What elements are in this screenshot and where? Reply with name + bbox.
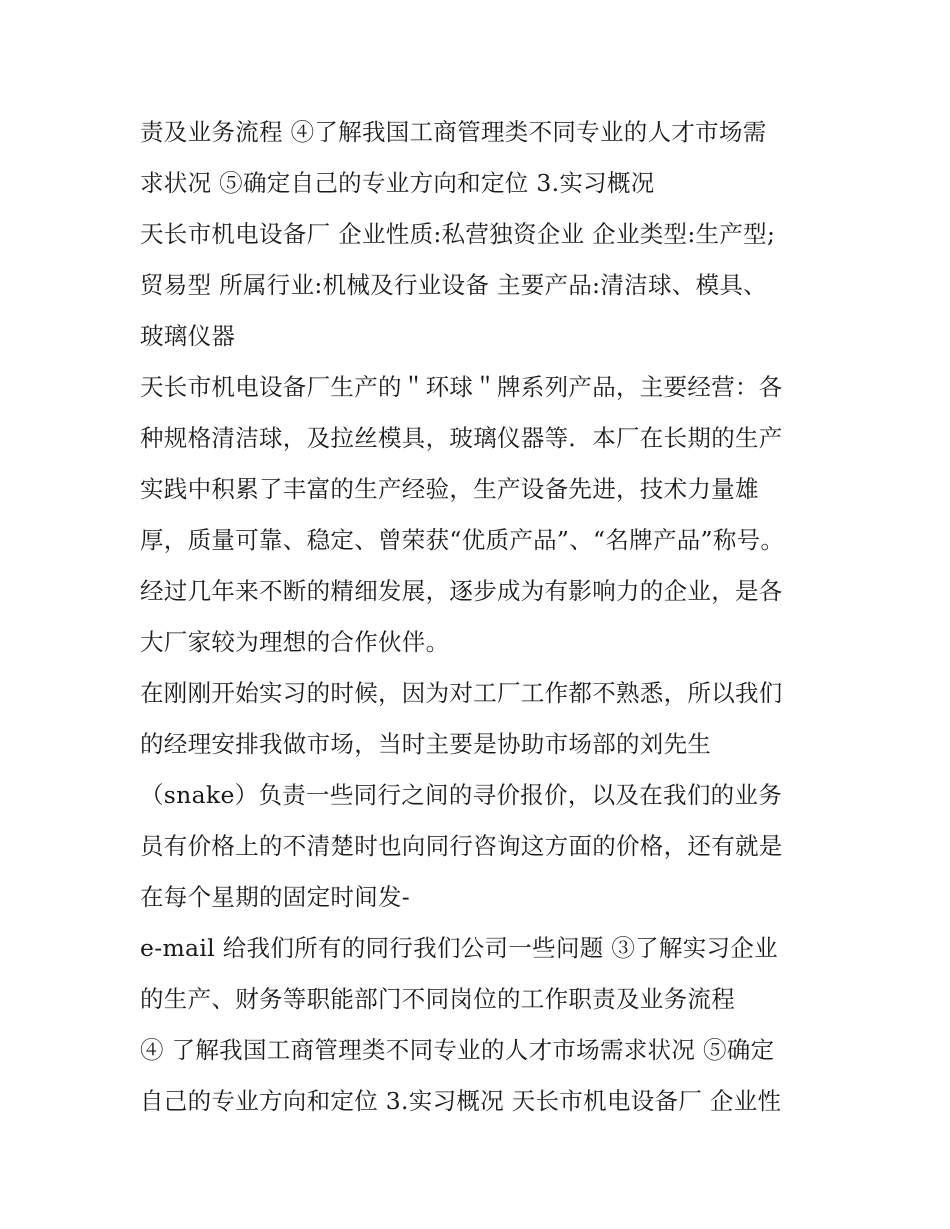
text-line: （snake）负责一些同行之间的寻价报价，以及在我们的业务 (140, 781, 783, 809)
text-line: ④ 了解我国工商管理类不同专业的人才市场需求状况 ⑤确定 (140, 1036, 775, 1064)
text-line: 种规格清洁球，及拉丝模具，玻璃仪器等．本厂在长期的生产 (140, 424, 783, 452)
text-line: 厚，质量可靠、稳定、曾荣获“优质产品”、“名牌产品”称号。 (140, 526, 785, 554)
text-line: 在刚刚开始实习的时候，因为对工厂工作都不熟悉，所以我们 (140, 679, 783, 707)
text-line: 玻璃仪器 (140, 322, 236, 350)
text-line: 员有价格上的不清楚时也向同行咨询这方面的价格，还有就是 (140, 832, 783, 860)
text-line: 实践中积累了丰富的生产经验，生产设备先进，技术力量雄 (140, 475, 759, 503)
text-line: 责及业务流程 ④了解我国工商管理类不同专业的人才市场需 (140, 118, 767, 146)
text-line: 求状况 ⑤确定自己的专业方向和定位 3.实习概况 (140, 169, 655, 197)
text-line: 大厂家较为理想的合作伙伴。 (140, 628, 450, 656)
text-line: 自己的专业方向和定位 3.实习概况 天长市机电设备厂 企业性 (140, 1087, 782, 1115)
text-line: 经过几年来不断的精细发展，逐步成为有影响力的企业，是各 (140, 577, 783, 605)
text-line: 贸易型 所属行业:机械及行业设备 主要产品:清洁球、模具、 (140, 271, 767, 299)
text-line: 的生产、财务等职能部门不同岗位的工作职责及业务流程 (140, 985, 735, 1013)
text-line: e-mail 给我们所有的同行我们公司一些问题 ③了解实习企业 (140, 934, 778, 962)
text-line: 的经理安排我做市场，当时主要是协助市场部的刘先生 (140, 730, 712, 758)
text-line: 天长市机电设备厂 企业性质:私营独资企业 企业类型:生产型; (140, 220, 776, 248)
document-body (140, 107, 820, 1127)
text-line: 在每个星期的固定时间发- (140, 883, 411, 911)
text-line: 天长市机电设备厂生产的＂环球＂牌系列产品，主要经营：各 (140, 373, 783, 401)
